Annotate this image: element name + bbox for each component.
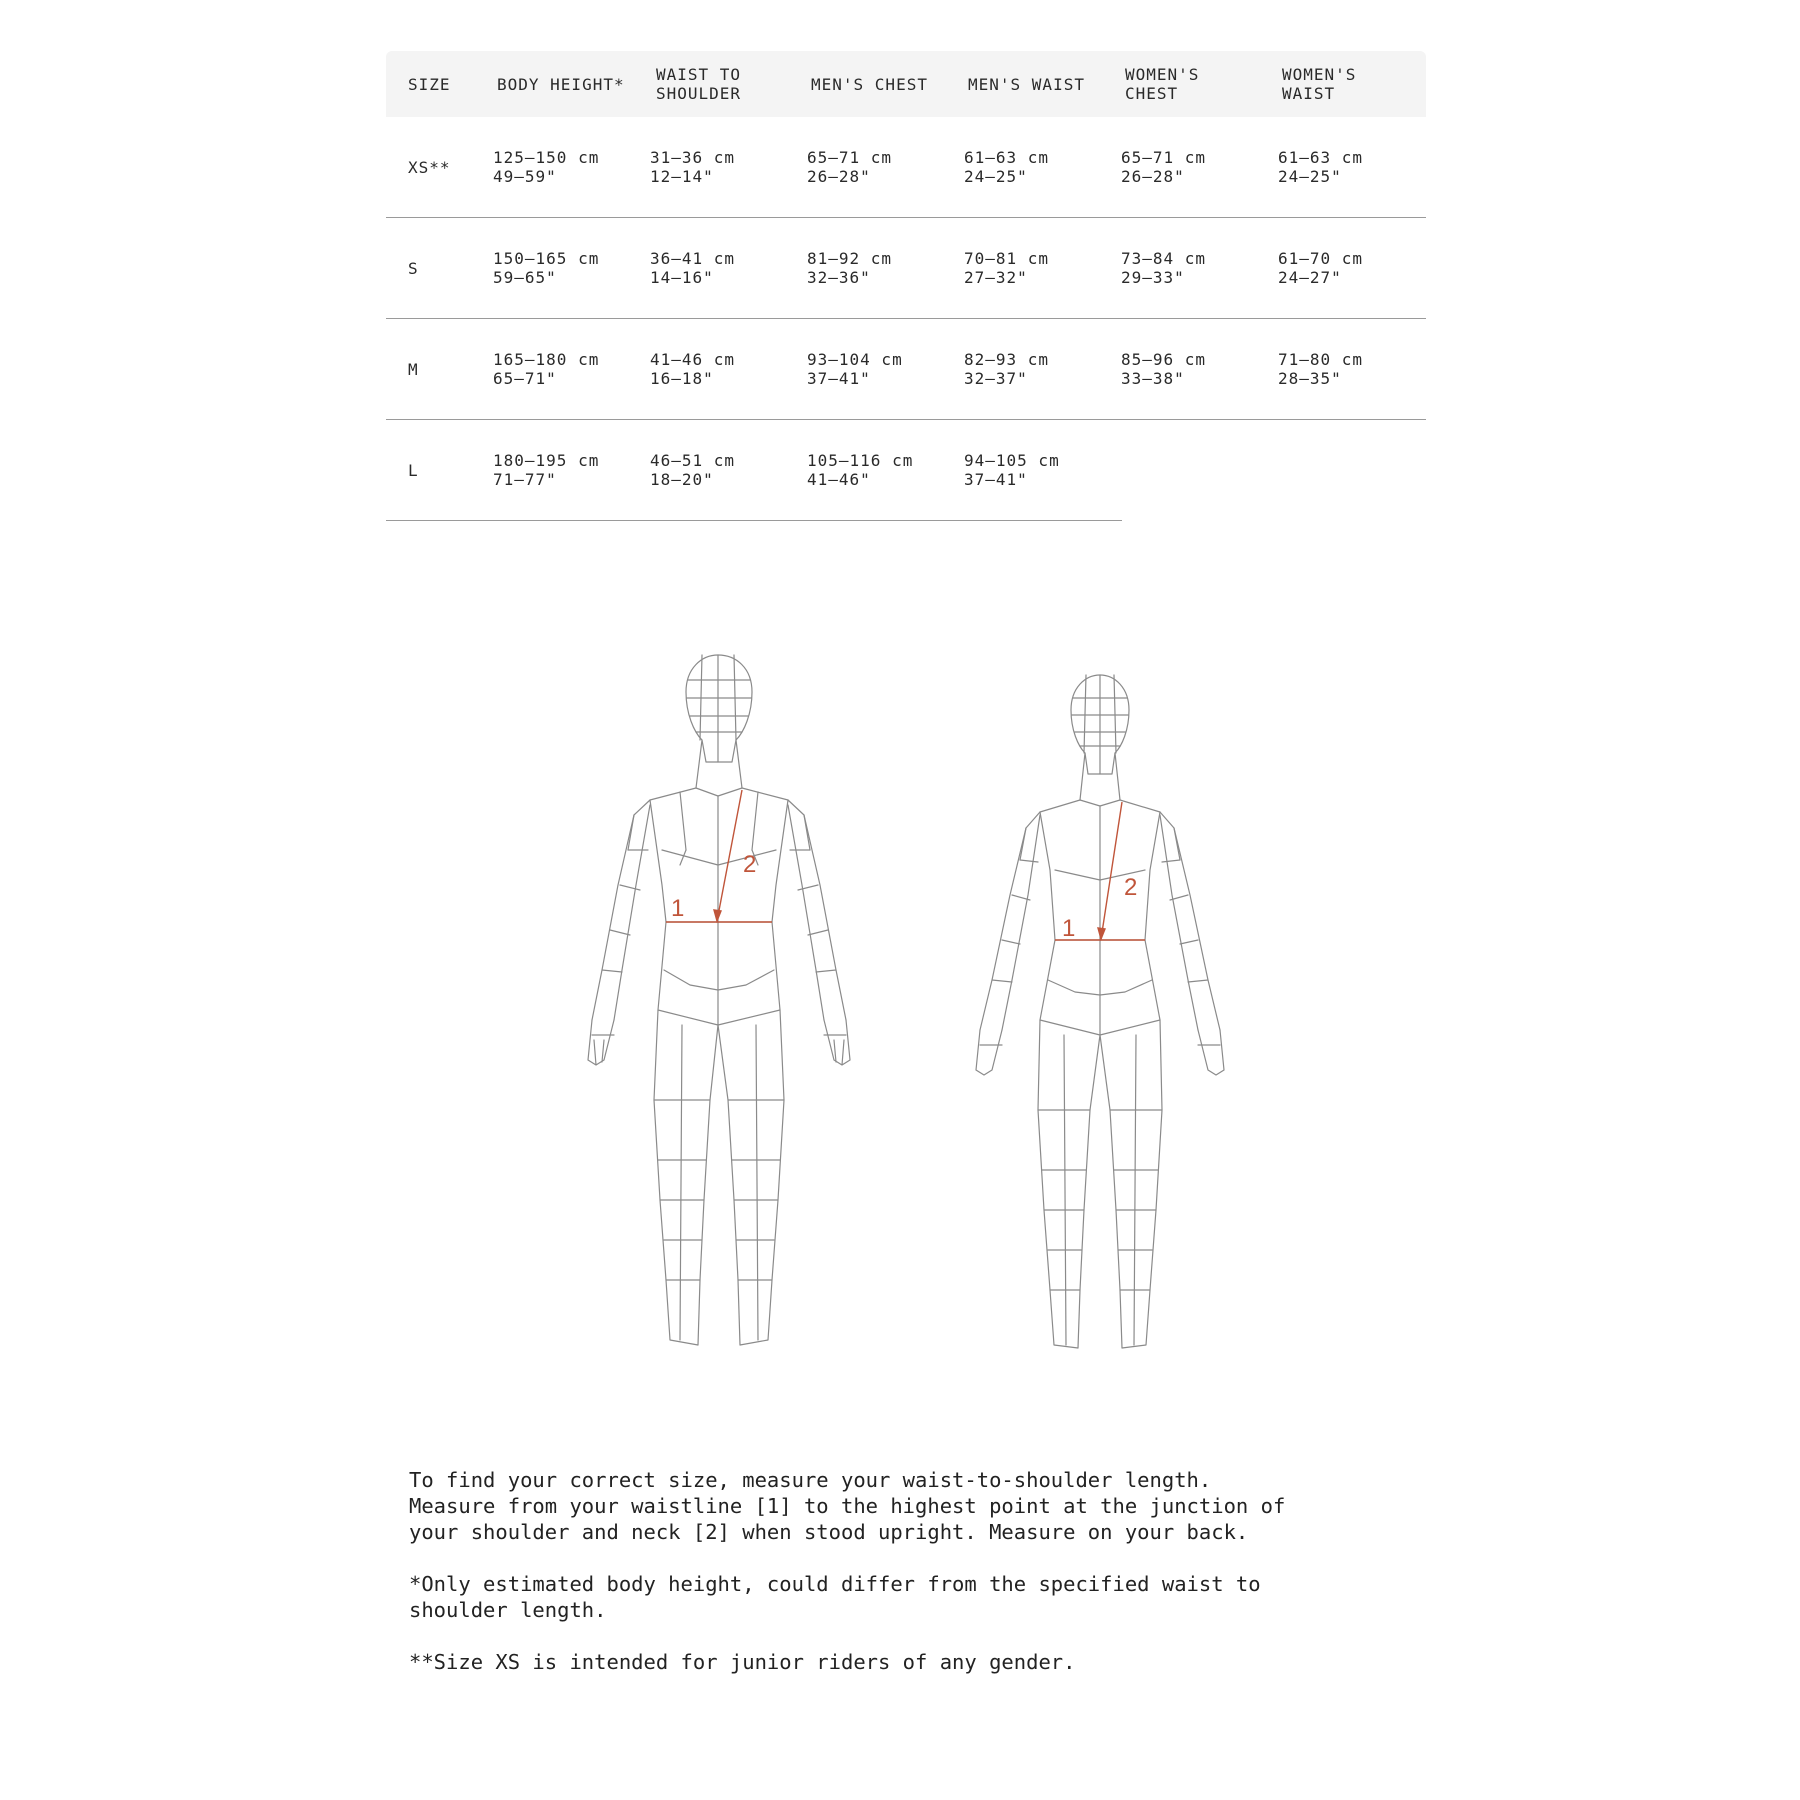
waist-to-shoulder-cell <box>650 218 735 318</box>
mens-waist-cell <box>964 218 1049 318</box>
value-cm: 41–46 cm <box>650 350 736 369</box>
female-marker-1: 1 <box>1062 915 1076 942</box>
size-cell <box>408 420 419 520</box>
size-value: L <box>408 460 419 480</box>
value-in: 65–71" <box>493 369 557 388</box>
value-cm: 31–36 cm <box>650 148 736 167</box>
table-row <box>386 117 1426 218</box>
value-in: 32–36" <box>807 268 871 287</box>
womens-chest-cell <box>1121 117 1206 217</box>
value-cm: 61–63 cm <box>1278 148 1364 167</box>
table-row <box>386 319 1426 420</box>
measurement-figures <box>530 640 1290 1400</box>
table-row <box>386 218 1426 319</box>
value-in: 12–14" <box>650 167 714 186</box>
value-in: 29–33" <box>1121 268 1185 287</box>
header-waist-to-shoulder: WAIST TO SHOULDER <box>656 65 742 103</box>
male-marker-2: 2 <box>743 851 757 878</box>
mens-waist-cell <box>964 420 1060 520</box>
value-in: 26–28" <box>807 167 871 186</box>
value-in: 32–37" <box>964 369 1028 388</box>
value-in: 26–28" <box>1121 167 1185 186</box>
waist-to-shoulder-cell <box>650 319 735 419</box>
header-mens-waist: MEN'S WAIST <box>968 74 1085 94</box>
value-cm: 81–92 cm <box>807 249 893 268</box>
value-cm: 165–180 cm <box>493 350 600 369</box>
body-height-cell <box>493 319 599 419</box>
body-height-cell <box>493 420 599 520</box>
value-in: 18–20" <box>650 470 714 489</box>
value-cm: 105–116 cm <box>807 451 914 470</box>
size-value: M <box>408 359 419 379</box>
value-cm: 82–93 cm <box>964 350 1050 369</box>
womens-waist-cell <box>1278 218 1363 318</box>
value-in: 24–27" <box>1278 268 1342 287</box>
mens-chest-cell <box>807 117 892 217</box>
header-size: SIZE <box>408 74 451 94</box>
size-cell <box>408 117 451 217</box>
value-cm: 61–70 cm <box>1278 249 1364 268</box>
measurement-notes <box>409 1467 1309 1701</box>
body-height-cell <box>493 218 599 318</box>
value-in: 41–46" <box>807 470 871 489</box>
male-marker-1: 1 <box>671 895 685 922</box>
size-value: XS** <box>408 157 451 177</box>
header-womens-waist: WOMEN'S WAIST <box>1282 65 1357 103</box>
size-chart-table <box>386 51 1426 520</box>
female-marker-2: 2 <box>1124 874 1138 901</box>
value-in: 37–41" <box>807 369 871 388</box>
header-mens-chest: MEN'S CHEST <box>811 74 928 94</box>
value-cm: 70–81 cm <box>964 249 1050 268</box>
waist-to-shoulder-cell <box>650 117 735 217</box>
value-in: 24–25" <box>964 167 1028 186</box>
value-cm: 94–105 cm <box>964 451 1060 470</box>
value-cm: 65–71 cm <box>1121 148 1207 167</box>
value-in: 28–35" <box>1278 369 1342 388</box>
male-figure <box>588 655 850 1345</box>
value-cm: 71–80 cm <box>1278 350 1364 369</box>
womens-waist-cell <box>1278 117 1363 217</box>
value-cm: 125–150 cm <box>493 148 600 167</box>
value-in: 24–25" <box>1278 167 1342 186</box>
value-cm: 180–195 cm <box>493 451 600 470</box>
value-cm: 85–96 cm <box>1121 350 1207 369</box>
header-womens-chest: WOMEN'S CHEST <box>1125 65 1200 103</box>
note-measure-instructions: To find your correct size, measure your waist-to-shoulder length. Measure from your waistline [1] to the highest point at the junction of your shoulder and neck [2] when stood upright. Measure on your back. <box>409 1468 1286 1544</box>
value-in: 37–41" <box>964 470 1028 489</box>
female-figure <box>976 675 1224 1348</box>
value-in: 59–65" <box>493 268 557 287</box>
header-body-height: BODY HEIGHT* <box>497 74 625 94</box>
value-cm: 65–71 cm <box>807 148 893 167</box>
mens-waist-cell <box>964 319 1049 419</box>
womens-waist-cell <box>1278 319 1363 419</box>
mens-chest-cell <box>807 319 903 419</box>
value-in: 49–59" <box>493 167 557 186</box>
value-cm: 150–165 cm <box>493 249 600 268</box>
value-cm: 46–51 cm <box>650 451 736 470</box>
mens-chest-cell <box>807 218 892 318</box>
value-in: 27–32" <box>964 268 1028 287</box>
note-size-xs: **Size XS is intended for junior riders of any gender. <box>409 1650 1076 1674</box>
size-value: S <box>408 258 419 278</box>
size-cell <box>408 319 419 419</box>
value-in: 16–18" <box>650 369 714 388</box>
note-body-height: *Only estimated body height, could differ from the specified waist to shoulder length. <box>409 1572 1261 1622</box>
size-cell <box>408 218 419 318</box>
body-height-cell <box>493 117 599 217</box>
table-header <box>386 51 1426 117</box>
value-cm: 36–41 cm <box>650 249 736 268</box>
womens-chest-cell <box>1121 218 1206 318</box>
value-cm: 93–104 cm <box>807 350 903 369</box>
value-in: 33–38" <box>1121 369 1185 388</box>
mens-chest-cell <box>807 420 913 520</box>
value-cm: 61–63 cm <box>964 148 1050 167</box>
value-in: 71–77" <box>493 470 557 489</box>
waist-to-shoulder-cell <box>650 420 735 520</box>
mens-waist-cell <box>964 117 1049 217</box>
table-row <box>386 420 1426 520</box>
value-in: 14–16" <box>650 268 714 287</box>
value-cm: 73–84 cm <box>1121 249 1207 268</box>
womens-chest-cell <box>1121 319 1206 419</box>
